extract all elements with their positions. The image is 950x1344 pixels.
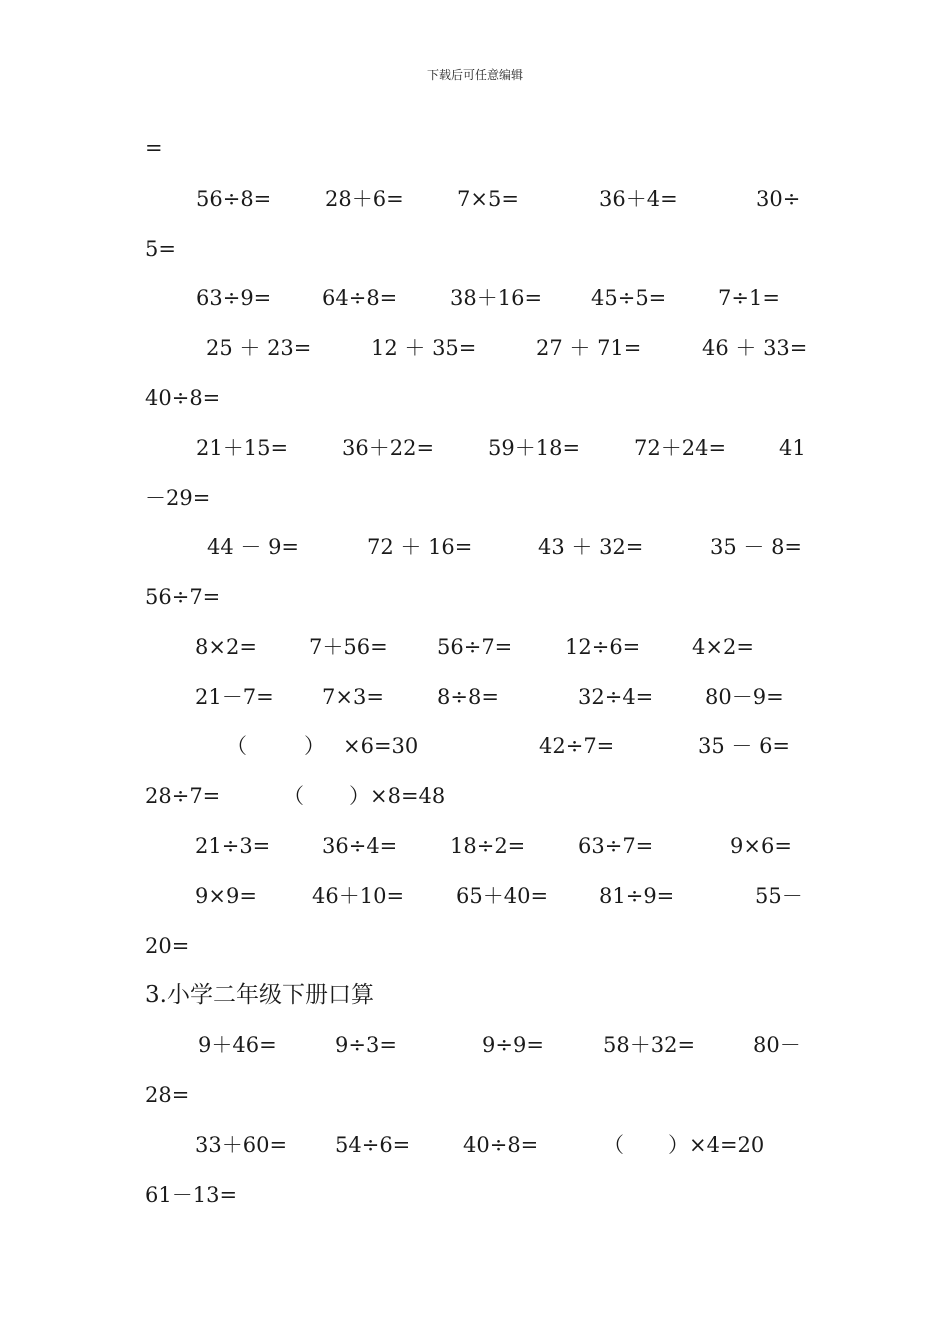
expr: 80－9=: [705, 685, 784, 709]
page-header: 下载后可任意编辑: [426, 68, 523, 82]
expr: 81÷9=: [599, 884, 675, 908]
expr: 33＋60=: [195, 1133, 288, 1157]
text-line-16: [0, 881, 950, 911]
text-line-4: [0, 283, 950, 313]
expr: 36＋22=: [342, 436, 435, 460]
expr: 4×2=: [692, 635, 754, 659]
expr: 28＋6=: [325, 187, 404, 211]
paren-open: （: [283, 784, 304, 808]
expr: 38＋16=: [450, 286, 543, 310]
text-line-12: [0, 682, 950, 712]
expr: 46 ＋ 33=: [702, 336, 808, 360]
paren-open: （: [226, 734, 247, 758]
expr: 9＋46=: [198, 1033, 277, 1057]
expr: 64÷8=: [322, 286, 398, 310]
text-line-5: [0, 333, 950, 363]
expr: 40÷8=: [463, 1133, 539, 1157]
text-line-15: [0, 831, 950, 861]
expr: 5=: [145, 237, 176, 261]
expr: 54÷6=: [335, 1133, 411, 1157]
expr: 56÷7=: [437, 635, 513, 659]
expr: 45÷5=: [591, 286, 667, 310]
expr: 61－13=: [145, 1183, 238, 1207]
expr: －29=: [145, 486, 211, 510]
text-line-2: [0, 184, 950, 214]
expr: 72＋24=: [634, 436, 727, 460]
expr: 72 ＋ 16=: [367, 535, 473, 559]
expr: 32÷4=: [578, 685, 654, 709]
text-line-11: [0, 632, 950, 662]
expr: 8×2=: [195, 635, 257, 659]
expr: 56÷8=: [196, 187, 272, 211]
expr: 27 ＋ 71=: [536, 336, 642, 360]
text-line-3: [0, 234, 950, 264]
text-line-13: [0, 731, 950, 761]
expr: 18÷2=: [450, 834, 526, 858]
expr: ×6=30: [343, 734, 419, 758]
text-line-9: [0, 532, 950, 562]
expr: 9×9=: [195, 884, 257, 908]
expr: 7×5=: [457, 187, 519, 211]
text-line-17: [0, 931, 950, 961]
expr: 21＋15=: [196, 436, 289, 460]
expr: 28÷7=: [145, 784, 221, 808]
section-title: 3.小学二年级下册口算: [145, 982, 374, 1008]
expr: 30÷: [756, 187, 801, 211]
expr: 65＋40=: [456, 884, 549, 908]
expr: 9÷9=: [482, 1033, 544, 1057]
text-line-19: [0, 1030, 950, 1060]
expr: 20=: [145, 934, 190, 958]
expr: 42÷7=: [539, 734, 615, 758]
expr: 21÷3=: [195, 834, 271, 858]
expr: 36÷4=: [322, 834, 398, 858]
expr: 36＋4=: [599, 187, 678, 211]
expr: 8÷8=: [437, 685, 499, 709]
expr: 63÷7=: [578, 834, 654, 858]
expr: 40÷8=: [145, 386, 221, 410]
expr: 35 － 8=: [710, 535, 803, 559]
expr: 12÷6=: [565, 635, 641, 659]
text-line-7: [0, 433, 950, 463]
text-line-10: [0, 582, 950, 612]
paren-open: （: [603, 1133, 624, 1157]
expr: 43 ＋ 32=: [538, 535, 644, 559]
expr: 35 － 6=: [698, 734, 791, 758]
expr: 63÷9=: [196, 286, 272, 310]
text-line-21: [0, 1130, 950, 1160]
text-line-6: [0, 383, 950, 413]
expr: 7×3=: [322, 685, 384, 709]
expr: 25 ＋ 23=: [206, 336, 312, 360]
expr: 7＋56=: [309, 635, 388, 659]
expr: 9÷3=: [335, 1033, 397, 1057]
text-line-1: [0, 133, 950, 163]
expr: 56÷7=: [145, 585, 221, 609]
section-heading: [0, 980, 950, 1010]
expr: 28=: [145, 1083, 190, 1107]
expr: 41: [779, 436, 806, 460]
expr: 58＋32=: [603, 1033, 696, 1057]
text-line-22: [0, 1180, 950, 1210]
expr: 12 ＋ 35=: [371, 336, 477, 360]
expr: 59＋18=: [488, 436, 581, 460]
text-line-8: [0, 483, 950, 513]
expr: ）×8=48: [349, 784, 446, 808]
expr: 46＋10=: [312, 884, 405, 908]
paren-close: ）: [304, 734, 325, 758]
expr: ）×4=20: [668, 1133, 765, 1157]
expr: 21－7=: [195, 685, 274, 709]
expr: 9×6=: [730, 834, 792, 858]
expr: 80－: [753, 1033, 801, 1057]
expr: =: [145, 136, 163, 160]
expr: 44 － 9=: [207, 535, 300, 559]
expr: 7÷1=: [718, 286, 780, 310]
text-line-20: [0, 1080, 950, 1110]
text-line-14: [0, 781, 950, 811]
expr: 55－: [755, 884, 803, 908]
